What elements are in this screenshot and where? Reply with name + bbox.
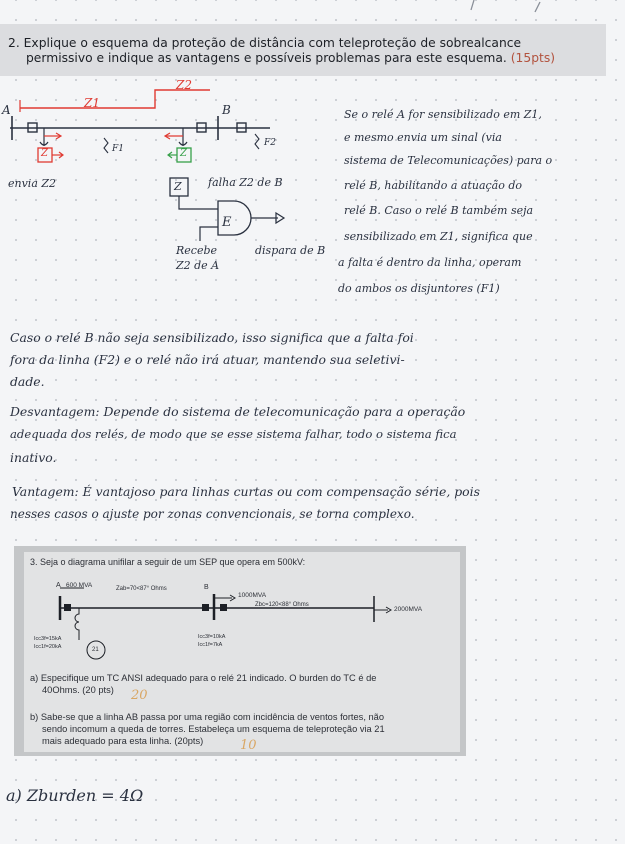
- bus-b-label-q3: B: [204, 584, 209, 591]
- bus-a-label-q3: A: [56, 582, 61, 589]
- icc-a-1f: Icc1f=20kA: [34, 644, 62, 650]
- body-line-5: adequada dos relés, de modo que se esse sistema falhar, todo o sistema fica: [10, 427, 457, 441]
- answer-line-1: Se o relé A for sensibilizado em Z1,: [344, 108, 542, 121]
- answer-line-5: relé B. Caso o relé B também seja: [344, 204, 534, 217]
- impedance-ab: Zab=70<87° Ohms: [116, 586, 167, 592]
- question-3b-line-1: b) Sabe-se que a linha AB passa por uma região com incidência de ventos fortes, não: [30, 712, 385, 722]
- icc-a-3f: Icc3f=15kA: [34, 636, 62, 642]
- fault-f1-mark: [104, 138, 108, 153]
- icc-b-1f: Icc1f=7kA: [198, 642, 223, 648]
- question-3b: [30, 711, 385, 747]
- answer-line-6: sensibilizado em Z1, significa que: [344, 230, 533, 243]
- send-z2-label: envia Z2: [8, 177, 57, 190]
- body-line-7: Vantagem: É vantajoso para linhas curtas ou com compensação série, pois: [12, 484, 480, 499]
- source-b: 1000MVA: [238, 592, 267, 599]
- logic-relay-symbol: Z: [174, 180, 182, 193]
- question-2-line-2: permissivo e indique as vantagens e possíveis problemas para este esquema.: [26, 51, 507, 65]
- body-line-2: fora da linha (F2) e o relé não irá atuar, mantendo sua seletivi-: [10, 352, 405, 367]
- page-margin-marks: [0, 0, 625, 24]
- icc-b-3f: Icc3f=10kA: [198, 634, 226, 640]
- breaker-b-left: [202, 604, 209, 611]
- answer-line-4: relé B, habilitando a atuação do: [344, 179, 523, 192]
- breaker-b-right: [220, 604, 227, 611]
- body-line-6: inativo.: [10, 450, 57, 465]
- question-3a: [30, 672, 376, 696]
- relay-b-symbol: Z: [180, 148, 187, 159]
- fault-f2-label: F2: [264, 138, 276, 148]
- answer-line-2: e mesmo envia um sinal (via: [344, 131, 502, 144]
- single-line-diagram: [24, 576, 460, 666]
- relay-a-symbol: Z: [41, 148, 48, 159]
- answer-line-3: sistema de Telecomunicações) para o: [344, 154, 553, 167]
- fault-note-label: falha Z2 de B: [208, 176, 283, 189]
- and-gate-label: E: [222, 215, 232, 230]
- fault-f1-label: F1: [112, 144, 124, 154]
- zone-1-label: Z1: [84, 96, 100, 110]
- answer-line-8: do ambos os disjuntores (F1): [338, 282, 500, 295]
- body-line-4: Desvantagem: Depende do sistema de telecomunicação para a operação: [10, 404, 466, 419]
- question-3-title: 3. Seja o diagrama unifilar a seguir de um SEP que opera em 500kV:: [30, 557, 306, 567]
- fault-f2-mark: [255, 134, 259, 149]
- zone-2-label: Z2: [176, 78, 192, 92]
- question-3b-line-2: sendo incomum a queda de torres. Estabeleça um esquema de teleproteção via 21: [42, 724, 385, 734]
- question-3a-line-2: 40Ohms. (20 pts): [42, 685, 114, 695]
- relay-21-label: 21: [92, 647, 99, 653]
- source-c: 2000MVA: [394, 606, 423, 613]
- question-2-line-1: 2. Explique o esquema da proteção de distância com teleproteção de sobrealcance: [8, 36, 522, 50]
- score-part-a: 20: [131, 688, 148, 703]
- zone-2-reach: [20, 90, 210, 108]
- answer-line-7: a falta é dentro da linha, operam: [338, 256, 522, 269]
- answer-3a: a) Zburden = 4Ω: [6, 786, 144, 805]
- impedance-bc: Zbc=120<88° Ohms: [255, 602, 309, 608]
- question-3b-line-3: mais adequado para esta linha. (20pts): [42, 736, 204, 746]
- bus-a-label: A: [2, 103, 11, 117]
- body-line-1: Caso o relé B não seja sensibilizado, isso significa que a falta foi: [10, 330, 414, 345]
- score-part-b: 10: [240, 738, 257, 753]
- bus-b-label: B: [222, 103, 231, 117]
- source-a: 600 MVA: [66, 582, 93, 589]
- ct-symbol: [75, 608, 79, 640]
- receive-label-2: Z2 de A: [176, 259, 220, 272]
- question-2-points: (15pts): [510, 51, 556, 65]
- trip-b-label: dispara de B: [255, 244, 326, 257]
- breaker-a: [64, 604, 71, 611]
- question-3a-line-1: a) Especifique um TC ANSI adequado para o relé 21 indicado. O burden do TC é de: [30, 673, 377, 683]
- question-2-text: [8, 36, 606, 66]
- receive-label-1: Recebe: [176, 244, 218, 257]
- body-line-8: nesses casos o ajuste por zonas convencionais, se torna complexo.: [10, 507, 415, 521]
- body-line-3: dade.: [10, 374, 45, 389]
